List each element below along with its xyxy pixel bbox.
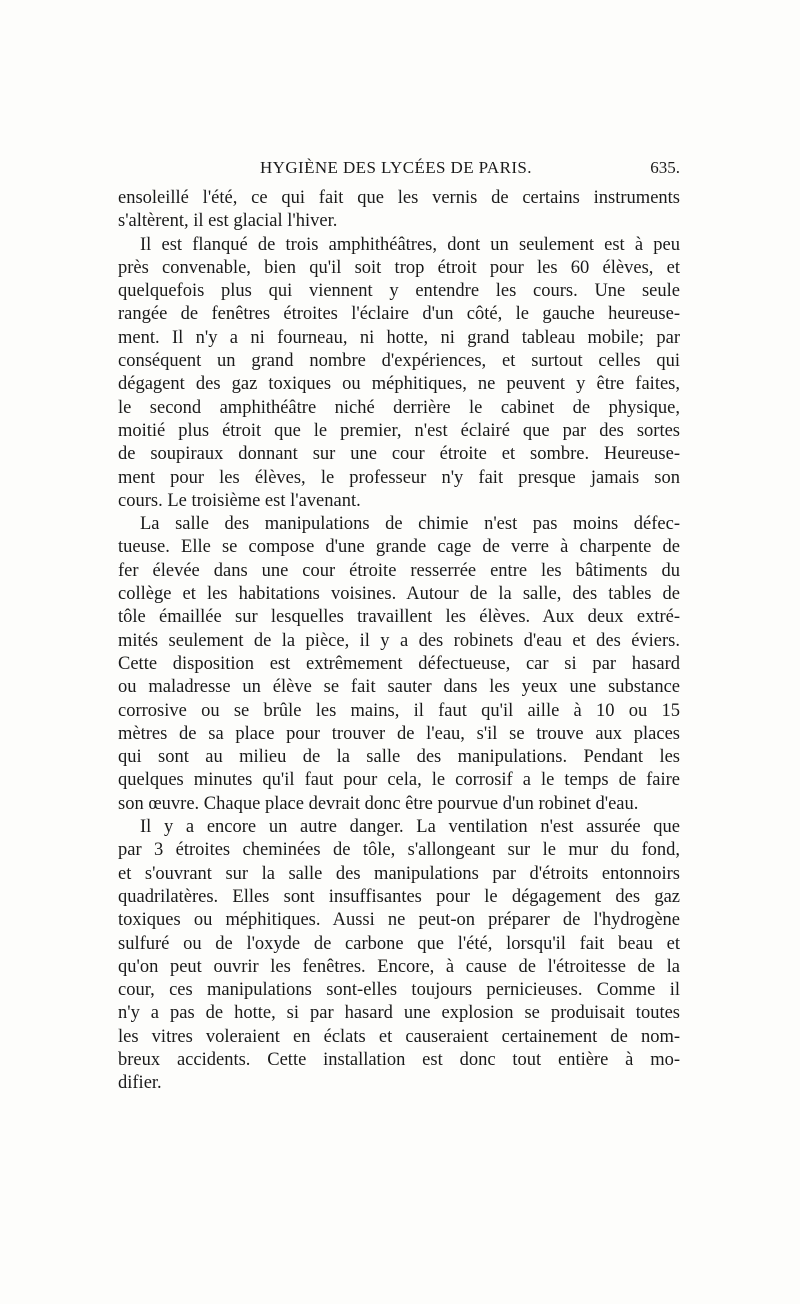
text-line: mètres de sa place pour trouver de l'eau, s'il se trouve aux places xyxy=(118,723,680,744)
text-line: difier. xyxy=(118,1073,162,1094)
text-line: près convenable, bien qu'il soit trop étroit pour les 60 élèves, et xyxy=(118,257,680,278)
text-line: collège et les habitations voisines. Autour de la salle, des tables de xyxy=(118,584,680,605)
text-line: quelquefois plus qui viennent y entendre les cours. Une seule xyxy=(118,281,680,302)
paragraph xyxy=(118,187,680,234)
text-line: corrosive ou se brûle les mains, il faut qu'il aille à 10 ou 15 xyxy=(118,700,680,721)
text-line: fer élevée dans une cour étroite resserrée entre les bâtiments du xyxy=(118,560,680,581)
text-line: cours. Le troisième est l'avenant. xyxy=(118,490,361,511)
text-line: mités seulement de la pièce, il y a des robinets d'eau et des éviers. xyxy=(118,630,680,651)
text-line: son œuvre. Chaque place devrait donc être pourvue d'un robinet d'eau. xyxy=(118,793,639,814)
running-head-title: HYGIÈNE DES LYCÉES DE PARIS. xyxy=(260,158,532,177)
text-line: ou maladresse un élève se fait sauter dans les yeux une substance xyxy=(118,677,680,698)
text-line: dégagent des gaz toxiques ou méphitiques, ne peuvent y être faites, xyxy=(118,374,680,395)
text-line: ensoleillé l'été, ce qui fait que les vernis de certains instruments xyxy=(118,188,680,208)
text-line: ment. Il n'y a ni fourneau, ni hotte, ni grand tableau mobile; par xyxy=(118,327,680,348)
running-header xyxy=(118,158,680,184)
text-line: breux accidents. Cette installation est donc tout entière à mo- xyxy=(118,1049,680,1070)
text-line: tueuse. Elle se compose d'une grande cage de verre à charpente de xyxy=(118,537,680,558)
body-text xyxy=(118,187,680,1096)
text-line: moitié plus étroit que le premier, n'est éclairé que par des sortes xyxy=(118,420,680,441)
text-line: La salle des manipulations de chimie n'est pas moins défec- xyxy=(140,514,680,535)
text-line: tôle émaillée sur lesquelles travaillent les élèves. Aux deux extré- xyxy=(118,607,680,628)
text-line: de soupiraux donnant sur une cour étroite et sombre. Heureuse- xyxy=(118,444,680,465)
paragraph xyxy=(118,234,680,514)
text-line: cour, ces manipulations sont-elles toujours pernicieuses. Comme il xyxy=(118,980,680,1001)
text-line: rangée de fenêtres étroites l'éclaire d'un côté, le gauche heureuse- xyxy=(118,304,680,325)
text-line: s'altèrent, il est glacial l'hiver. xyxy=(118,211,338,232)
text-line: toxiques ou méphitiques. Aussi ne peut-on préparer de l'hydrogène xyxy=(118,910,680,931)
text-line: les vitres voleraient en éclats et causeraient certainement de nom- xyxy=(118,1026,680,1047)
paragraph xyxy=(118,513,680,816)
text-line: par 3 étroites cheminées de tôle, s'allongeant sur le mur du fond, xyxy=(118,840,680,861)
text-line: conséquent un grand nombre d'expériences, et surtout celles qui xyxy=(118,351,680,372)
text-line: et s'ouvrant sur la salle des manipulations par d'étroits entonnoirs xyxy=(118,863,680,884)
text-line: ment pour les élèves, le professeur n'y fait presque jamais son xyxy=(118,467,680,488)
page-number: 635. xyxy=(650,158,680,177)
text-line: qu'on peut ouvrir les fenêtres. Encore, à cause de l'étroitesse de la xyxy=(118,956,680,977)
text-line: quelques minutes qu'il faut pour cela, le corrosif a le temps de faire xyxy=(118,770,680,791)
text-line: quadrilatères. Elles sont insuffisantes pour le dégagement des gaz xyxy=(118,886,680,907)
text-line: sulfuré ou de l'oxyde de carbone que l'été, lorsqu'il fait beau et xyxy=(118,933,680,954)
paragraph xyxy=(118,816,680,1096)
text-line: n'y a pas de hotte, si par hasard une explosion se produisait toutes xyxy=(118,1003,680,1024)
text-line: Il y a encore un autre danger. La ventilation n'est assurée que xyxy=(140,817,680,838)
text-line: Cette disposition est extrêmement défectueuse, car si par hasard xyxy=(118,653,680,674)
text-line: le second amphithéâtre niché derrière le cabinet de physique, xyxy=(118,397,680,418)
text-line: Il est flanqué de trois amphithéâtres, dont un seulement est à peu xyxy=(140,234,680,255)
text-line: qui sont au milieu de la salle des manipulations. Pendant les xyxy=(118,747,680,768)
